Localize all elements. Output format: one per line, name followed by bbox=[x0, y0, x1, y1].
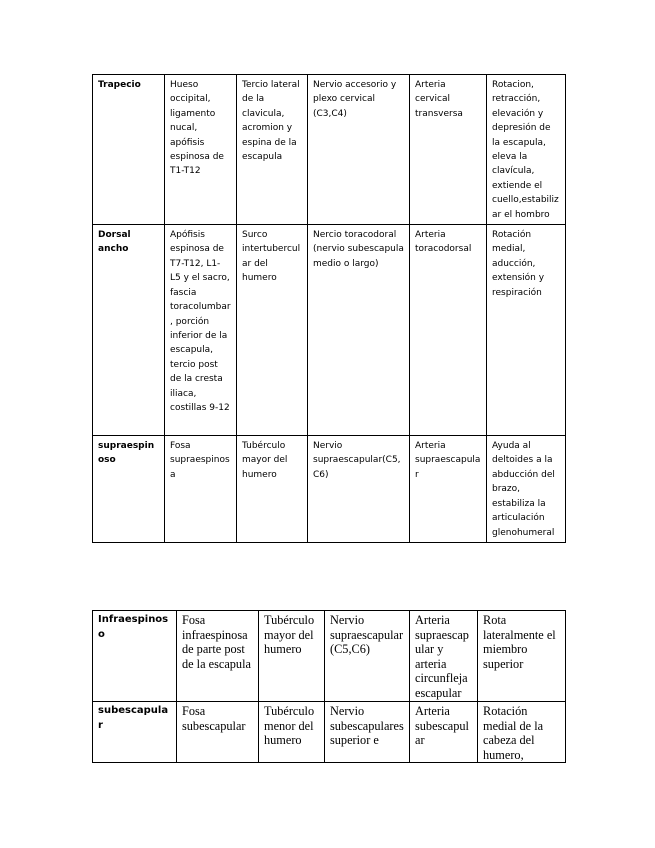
artery-cell: Arteria toracodorsal bbox=[410, 225, 487, 436]
table-row bbox=[93, 702, 566, 763]
artery-cell: Arteria subescapular bbox=[410, 702, 478, 763]
muscle-name: Dorsal ancho bbox=[93, 225, 165, 436]
artery-cell: Arteria supraescapular bbox=[410, 436, 487, 543]
nerve-cell: Nervio accesorio y plexo cervical (C3,C4) bbox=[308, 75, 410, 225]
muscle-table-2 bbox=[92, 610, 566, 763]
origin-cell: Apófisis espinosa de T7-T12, L1-L5 y el sacro, fascia toracolumbar, porción inferior de la escapula, tercio post de la cresta iliaca, costillas 9-12 bbox=[165, 225, 237, 436]
table-row bbox=[93, 75, 566, 225]
muscle-name: Trapecio bbox=[93, 75, 165, 225]
artery-cell: Arteria cervical transversa bbox=[410, 75, 487, 225]
muscle-name: Infraespinoso bbox=[93, 611, 177, 702]
table-row bbox=[93, 225, 566, 436]
muscle-name: subescapular bbox=[93, 702, 177, 763]
action-cell: Rota lateralmente el miembro superior bbox=[478, 611, 566, 702]
insertion-cell: Tubérculo menor del humero bbox=[259, 702, 325, 763]
action-cell: Rotación medial de la cabeza del humero, bbox=[478, 702, 566, 763]
table-row bbox=[93, 611, 566, 702]
nerve-cell: Nervio subescapulares superior e bbox=[325, 702, 410, 763]
action-cell: Rotacion, retracción, elevación y depresión de la escapula, eleva la clavícula, extiende el cuello,estabilizar el hombro bbox=[487, 75, 566, 225]
insertion-cell: Tercio lateral de la clavicula, acromion y espina de la escapula bbox=[237, 75, 308, 225]
insertion-cell: Tubérculo mayor del humero bbox=[259, 611, 325, 702]
muscle-table-1 bbox=[92, 74, 566, 543]
muscle-name: supraespinoso bbox=[93, 436, 165, 543]
insertion-cell: Surco intertubercular del humero bbox=[237, 225, 308, 436]
origin-cell: Fosa subescapular bbox=[177, 702, 259, 763]
nerve-cell: Nercio toracodoral (nervio subescapula medio o largo) bbox=[308, 225, 410, 436]
artery-cell: Arteria supraescapular y arteria circunfleja escapular bbox=[410, 611, 478, 702]
action-cell: Ayuda al deltoides a la abducción del brazo, estabiliza la articulación glenohumeral bbox=[487, 436, 566, 543]
origin-cell: Hueso occipital, ligamento nucal, apófisis espinosa de T1-T12 bbox=[165, 75, 237, 225]
nerve-cell: Nervio supraescapular (C5,C6) bbox=[325, 611, 410, 702]
insertion-cell: Tubérculo mayor del humero bbox=[237, 436, 308, 543]
action-cell: Rotación medial, aducción, extensión y respiración bbox=[487, 225, 566, 436]
origin-cell: Fosa infraespinosa de parte post de la escapula bbox=[177, 611, 259, 702]
nerve-cell: Nervio supraescapular(C5,C6) bbox=[308, 436, 410, 543]
origin-cell: Fosa supraespinosa bbox=[165, 436, 237, 543]
table-row bbox=[93, 436, 566, 543]
